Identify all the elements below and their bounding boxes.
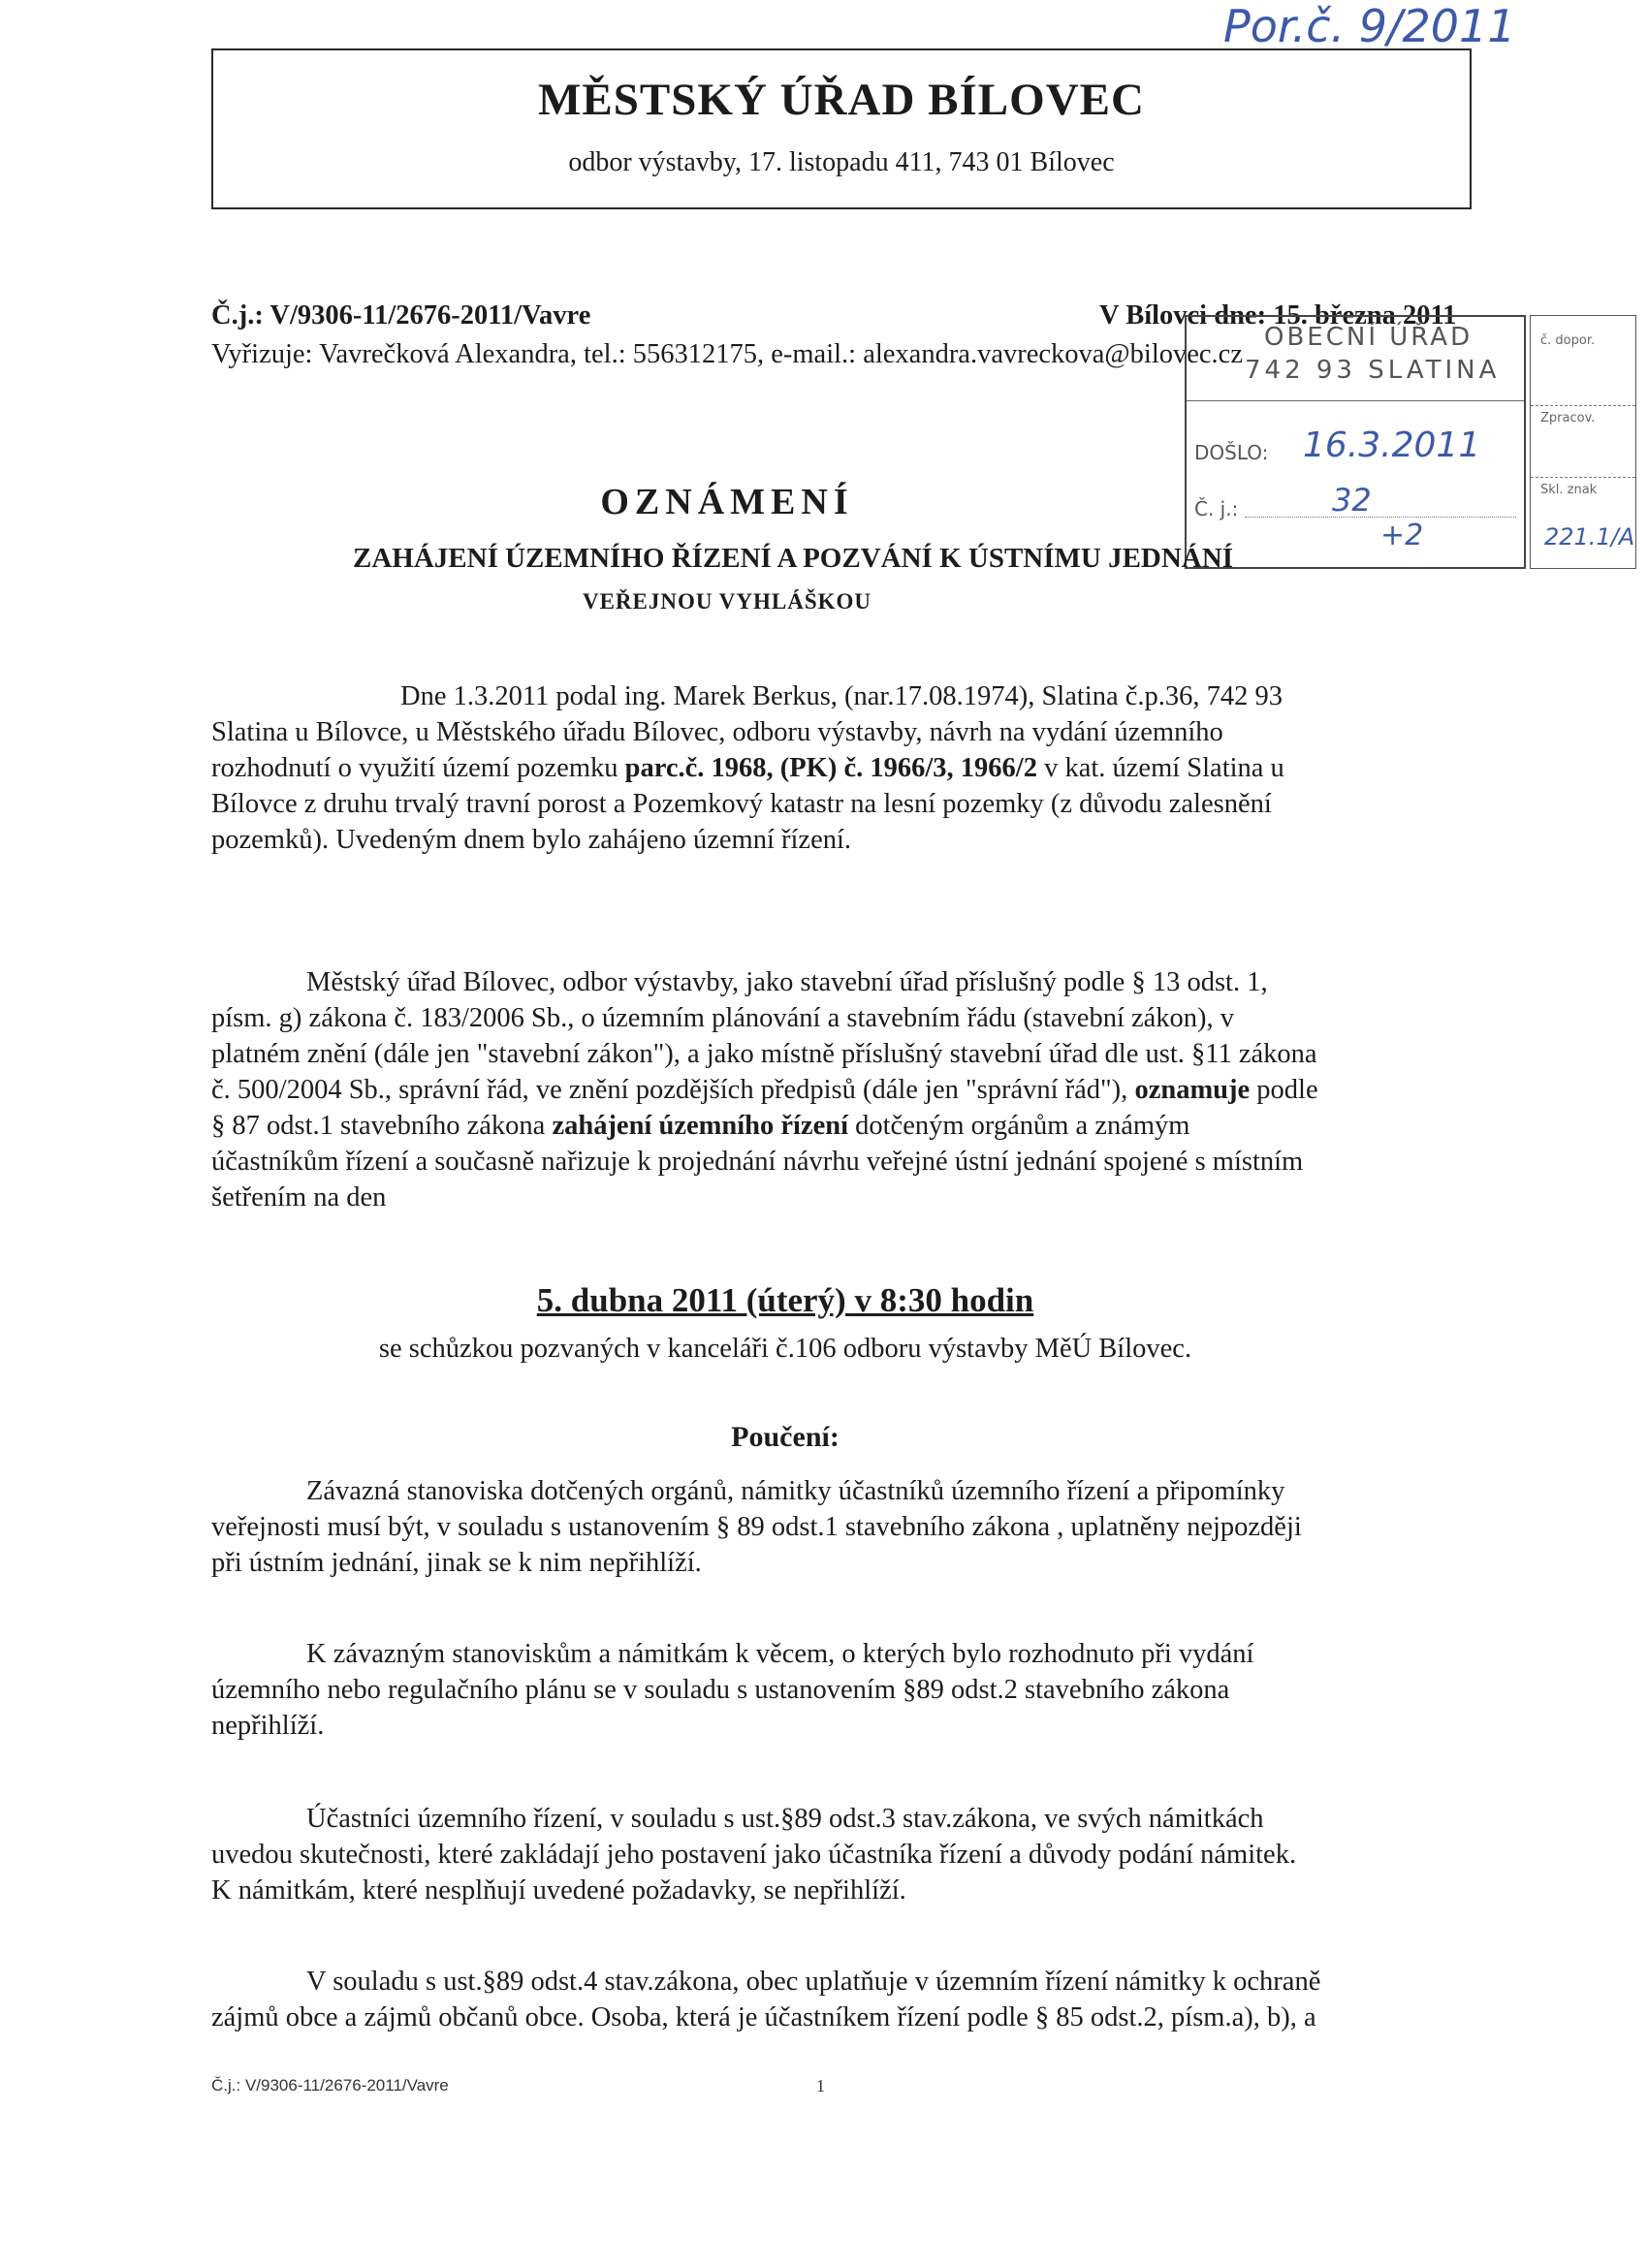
instruction-p1-line-3: při ústním jednání, jinak se k nim nepřihlíží. — [211, 1548, 702, 1578]
instruction-p2-line-2: územního nebo regulačního plánu se v souladu s ustanovením §89 odst.2 stavebního zákona — [211, 1675, 1230, 1705]
date-line: V Bílovci dne: 15. března 2011 — [1099, 300, 1457, 331]
page-number: 1 — [816, 2076, 825, 2095]
announcement-line-3: platném znění (dále jen "stavební zákon"), a jako místně příslušný stavební úřad dle ust. §11 zákona — [211, 1039, 1317, 1069]
announcement-line-1: Městský úřad Bílovec, odbor výstavby, jako stavební úřad příslušný podle § 13 odst. 1, — [306, 967, 1268, 997]
handler-line: Vyřizuje: Vavrečková Alexandra, tel.: 556312175, e-mail.: alexandra.vavreckova@bilovec.cz — [211, 339, 1243, 369]
stamp-received-label: DOŠLO: — [1194, 441, 1269, 464]
intro-line-3: rozhodnutí o využití území pozemku parc.č. 1968, (PK) č. 1966/3, 1966/2 v kat. území Slatina u — [211, 753, 1284, 783]
stamp-cj-label: Č. j.: — [1194, 497, 1239, 520]
stamp-attachments-note: +2 — [1380, 519, 1424, 552]
intro-paragraph — [211, 678, 1512, 858]
intro-line-4: Bílovce z druhu trvalý travní porost a Pozemkový katastr na lesní pozemky (z důvodu zalesnění — [211, 789, 1272, 819]
instruction-p1-line-2: veřejnosti musí být, v souladu s ustanovením § 89 odst.1 stavebního zákona , uplatněny nejpozději — [211, 1512, 1302, 1542]
stamp-cj-value: 32 — [1332, 482, 1372, 519]
stamp-received-date: 16.3.2011 — [1303, 425, 1481, 465]
instruction-paragraph-4 — [211, 1964, 1512, 2035]
instruction-paragraph-1 — [211, 1473, 1512, 1581]
meeting-date: 5. dubna 2011 (úterý) v 8:30 hodin — [536, 1281, 1034, 1319]
stamp-side-divider-1 — [1531, 405, 1635, 406]
intro-line-1: Dne 1.3.2011 podal ing. Marek Berkus, (nar.17.08.1974), Slatina č.p.36, 742 93 — [400, 681, 1284, 711]
meeting-place: se schůzkou pozvaných v kanceláři č.106 odboru výstavby MěÚ Bílovec. — [378, 1334, 1192, 1364]
case-number: Č.j.: V/9306-11/2676-2011/Vavre — [211, 300, 591, 331]
stamp-side-zpracov: Zpracov. — [1540, 411, 1596, 425]
announcement-line-5: § 87 odst.1 stavebního zákona zahájení územního řízení dotčeným orgánům a známým — [211, 1111, 1190, 1141]
instruction-p3-line-2: uvedou skutečnosti, které zakládají jeho postavení jako účastníka řízení a důvody podání námitek. — [211, 1840, 1297, 1870]
received-stamp — [1185, 315, 1526, 569]
announcement-line-6: účastníkům řízení a současně nařizuje k projednání návrhu veřejné ústní jednání spojené s místním — [211, 1147, 1304, 1177]
instruction-paragraph-3 — [211, 1801, 1512, 1908]
office-address: odbor výstavby, 17. listopadu 411, 743 01 Bílovec — [568, 147, 1115, 177]
announcement-paragraph — [211, 964, 1512, 1215]
intro-line-5: pozemků). Uvedeným dnem bylo zahájeno územní řízení. — [211, 825, 852, 855]
instruction-p1-line-1: Závazná stanoviska dotčených orgánů, námitky účastníků územního řízení a připomínky — [306, 1476, 1285, 1506]
announcement-line-7: šetřením na den — [211, 1182, 387, 1213]
document-title: OZNÁMENÍ — [600, 482, 854, 522]
office-name: MĚSTSKÝ ÚŘAD BÍLOVEC — [538, 75, 1145, 125]
instruction-p4-line-2: zájmů obce a zájmů občanů obce. Osoba, která je účastníkem řízení podle § 85 odst.2, písm.a), b), a — [211, 2002, 1316, 2032]
announcement-line-4: č. 500/2004 Sb., správní řád, ve znění pozdějších předpisů (dále jen "správní řád"), oznamuje podle — [211, 1075, 1318, 1105]
instruction-p3-line-1: Účastníci územního řízení, v souladu s ust.§89 odst.3 stav.zákona, ve svých námitkách — [306, 1804, 1264, 1834]
stamp-address: 742 93 SLATINA — [1245, 356, 1501, 385]
stamp-side-panel — [1530, 315, 1636, 569]
instruction-p2-line-3: nepřihlíží. — [211, 1711, 325, 1741]
instruction-p3-line-3: K námitkám, které nesplňují uvedené požadavky, se nepřihlíží. — [211, 1875, 906, 1906]
public-notice-label: VEŘEJNOU VYHLÁŠKOU — [582, 589, 872, 614]
instruction-p4-line-1: V souladu s ust.§89 odst.4 stav.zákona, obec uplatňuje v územním řízení námitky k ochraně — [306, 1967, 1321, 1997]
stamp-office: OBECNÍ ÚŘAD — [1264, 323, 1474, 352]
handwritten-reference: Por.č. 9/2011 — [1223, 0, 1516, 52]
stamp-side-skl-znak: Skl. znak — [1540, 483, 1598, 497]
meeting-date-wrap — [0, 1281, 1648, 1320]
announcement-line-2: písm. g) zákona č. 183/2006 Sb., o územním plánování a stavebním řádu (stavební zákon), v — [211, 1003, 1235, 1033]
intro-line-2: Slatina u Bílovce, u Městského úřadu Bílovec, odboru výstavby, návrh na vydání územního — [211, 717, 1223, 747]
stamp-side-doporuceni: č. dopor. — [1540, 333, 1596, 348]
stamp-side-divider-2 — [1531, 477, 1635, 478]
stamp-side-value: 221.1/A — [1544, 523, 1635, 551]
instruction-p2-line-1: K závazným stanoviskům a námitkám k věcem, o kterých bylo rozhodnuto při vydání — [306, 1639, 1254, 1669]
footer-reference: Č.j.: V/9306-11/2676-2011/Vavre — [211, 2076, 449, 2095]
document-subtitle: ZAHÁJENÍ ÚZEMNÍHO ŘÍZENÍ A POZVÁNÍ K ÚSTNÍMU JEDNÁNÍ — [353, 543, 1233, 574]
letterhead-box — [211, 48, 1472, 209]
instruction-heading: Poučení: — [731, 1421, 840, 1453]
instruction-paragraph-2 — [211, 1636, 1512, 1744]
stamp-divider — [1187, 400, 1524, 401]
